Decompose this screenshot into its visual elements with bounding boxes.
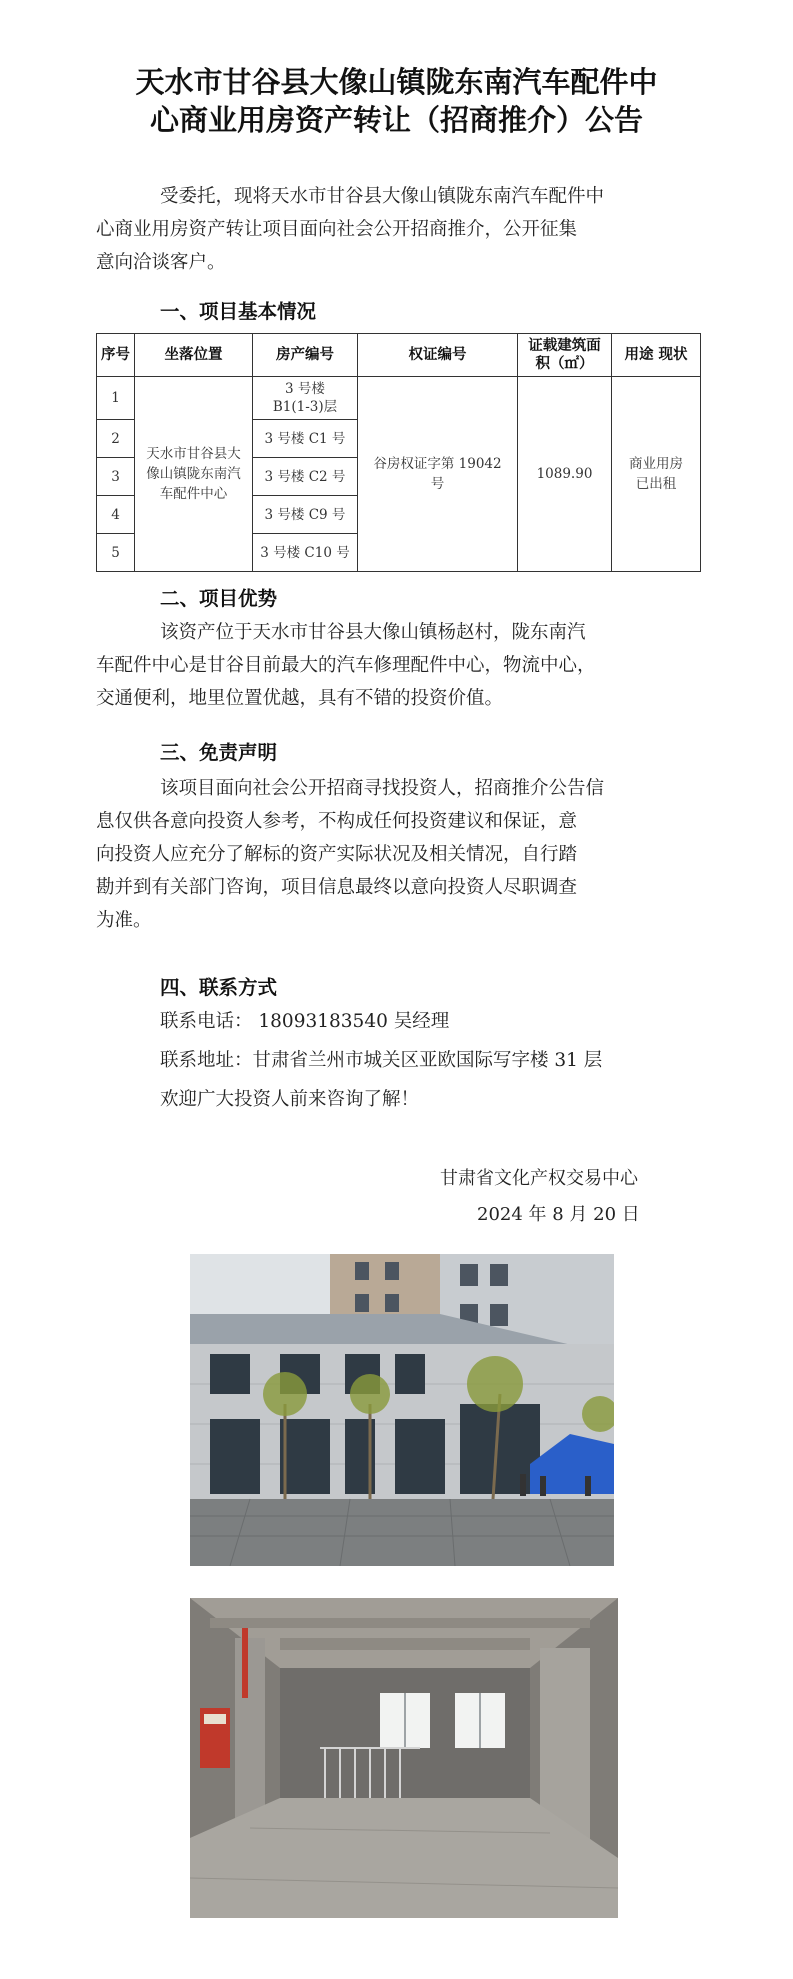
signature-date: 2024 年 8 月 20 日 — [477, 1204, 640, 1225]
intro-line: 意向洽谈客户。 — [96, 252, 226, 273]
row-index: 4 — [97, 496, 135, 534]
section3-heading: 三、免责声明 — [160, 741, 278, 764]
row-property-no: 3 号楼 C9 号 — [253, 496, 358, 534]
row-index: 1 — [97, 377, 135, 420]
area-cell: 1089.90 — [518, 377, 612, 572]
section3-line: 为准。 — [96, 910, 152, 931]
section3-line: 勘并到有关部门咨询，项目信息最终以意向投资人尽职调查 — [96, 877, 578, 898]
signature-org: 甘肃省文化产权交易中心 — [440, 1168, 638, 1189]
announcement-title-line1: 天水市甘谷县大像山镇陇东南汽车配件中 — [135, 65, 658, 99]
section3-line: 该项目面向社会公开招商寻找投资人，招商推介公告信 — [160, 778, 605, 799]
section2-line: 该资产位于天水市甘谷县大像山镇杨赵村，陇东南汽 — [160, 622, 586, 643]
header-property-no: 房产编号 — [253, 334, 358, 377]
building-exterior-photo — [190, 1254, 614, 1566]
section3-paragraph — [96, 772, 696, 937]
property-info-table — [96, 333, 701, 572]
welcome-text: 欢迎广大投资人前来咨询了解！ — [160, 1089, 420, 1110]
property-no-line: 3 号楼 — [285, 381, 325, 397]
header-cert-no: 权证编号 — [358, 334, 518, 377]
cert-no-cell: 谷房权证字第 19042 号 — [358, 377, 518, 572]
row-index: 3 — [97, 458, 135, 496]
usage-cell: 商业用房已出租 — [612, 377, 701, 572]
contact-phone: 联系电话： 18093183540 吴经理 — [160, 1011, 450, 1032]
section2-heading: 二、项目优势 — [160, 587, 278, 610]
announcement-title-line2: 心商业用房资产转让（招商推介）公告 — [149, 103, 643, 137]
contact-address: 联系地址：甘肃省兰州市城关区亚欧国际写字楼 31 层 — [160, 1050, 603, 1071]
table-row — [97, 377, 701, 420]
row-property-no: 3 号楼 C1 号 — [253, 420, 358, 458]
section3-line: 息仅供各意向投资人参考，不构成任何投资建议和保证，意 — [96, 811, 578, 832]
row-index: 2 — [97, 420, 135, 458]
header-location: 坐落位置 — [135, 334, 253, 377]
section4-heading: 四、联系方式 — [160, 976, 278, 999]
table-header-row — [97, 334, 701, 377]
property-no-line: B1(1-3)层 — [272, 399, 338, 415]
row-property-no: 3 号楼 C2 号 — [253, 458, 358, 496]
interior-illustration — [190, 1598, 618, 1918]
intro-paragraph — [96, 180, 696, 279]
row-property-no — [253, 377, 358, 420]
header-area: 证载建筑面积（㎡） — [518, 334, 612, 377]
intro-line: 受委托，现将天水市甘谷县大像山镇陇东南汽车配件中 — [160, 186, 605, 207]
contact-block — [160, 1005, 720, 1116]
row-property-no: 3 号楼 C10 号 — [253, 534, 358, 572]
header-index: 序号 — [97, 334, 135, 377]
building-exterior-illustration — [190, 1254, 614, 1566]
section3-line: 向投资人应充分了解标的资产实际状况及相关情况，自行踏 — [96, 844, 578, 865]
section2-line: 车配件中心是甘谷目前最大的汽车修理配件中心，物流中心， — [96, 655, 596, 676]
row-index: 5 — [97, 534, 135, 572]
section1-heading: 一、项目基本情况 — [160, 300, 317, 323]
intro-line: 心商业用房资产转让项目面向社会公开招商推介，公开征集 — [96, 219, 578, 240]
location-cell: 天水市甘谷县大像山镇陇东南汽车配件中心 — [135, 377, 253, 572]
section2-paragraph — [96, 616, 696, 715]
section2-line: 交通便利，地里位置优越，具有不错的投资价值。 — [96, 688, 504, 709]
header-usage: 用途 现状 — [612, 334, 701, 377]
empty-interior-photo — [190, 1598, 618, 1918]
